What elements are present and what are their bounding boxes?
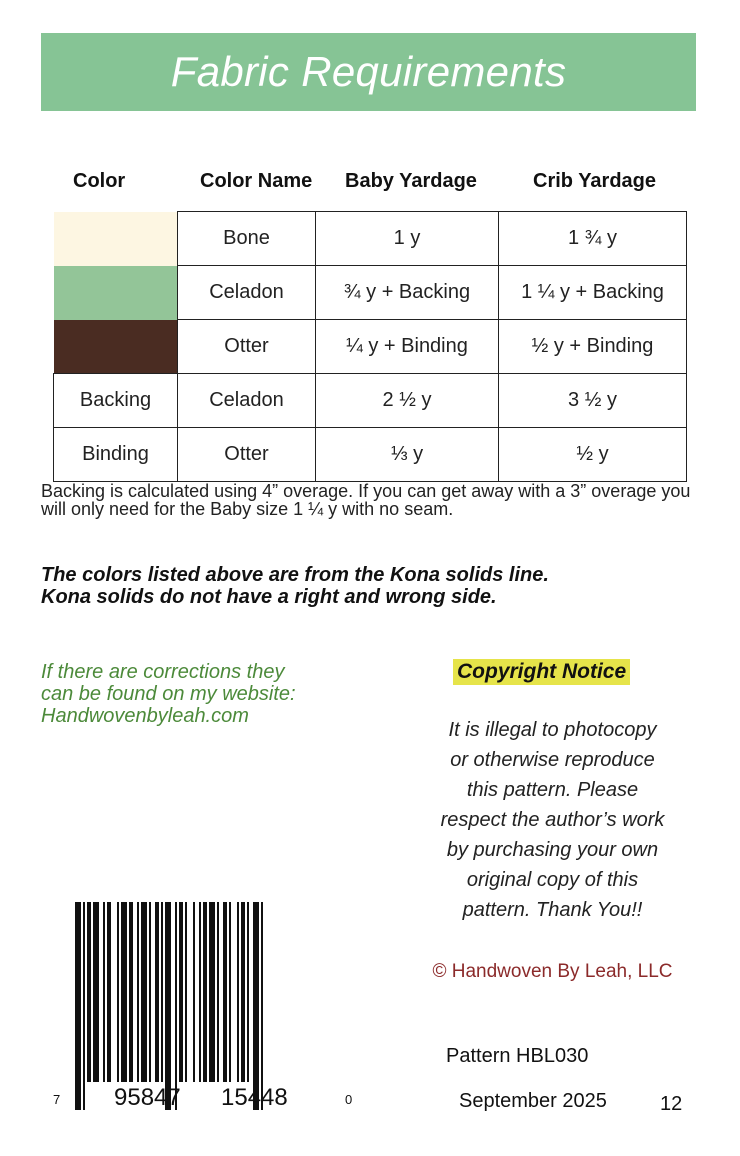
row-label-cell: Backing: [54, 374, 178, 428]
crib-yardage-cell: 3 ½ y: [499, 374, 687, 428]
header-color: Color: [73, 170, 126, 192]
barcode-bar: [103, 902, 105, 1082]
fabric-table: [53, 211, 687, 482]
barcode-bar: [261, 902, 263, 1110]
copyright-line: this pattern. Please: [466, 779, 639, 801]
copyright-line: pattern. Thank You!!: [462, 899, 643, 921]
color-swatch-celadon: [54, 266, 178, 320]
company-name: © Handwoven By Leah, LLC: [432, 961, 673, 982]
barcode-bars: [75, 902, 263, 1110]
header-color-name: Color Name: [200, 170, 313, 192]
color-swatch-bone: [54, 212, 178, 266]
barcode-bar: [141, 902, 147, 1082]
corrections-line: If there are corrections they: [41, 661, 285, 683]
copyright-line: or otherwise reproduce: [450, 749, 655, 771]
barcode-bar: [229, 902, 231, 1082]
barcode-bar: [237, 902, 239, 1082]
barcode-bar: [121, 902, 127, 1082]
baby-yardage-cell: ¼ y + Binding: [316, 320, 499, 374]
table-row: [54, 212, 687, 266]
copyright-line: respect the author’s work: [440, 809, 665, 831]
barcode-bar: [93, 902, 99, 1082]
barcode-bar: [165, 902, 171, 1110]
barcode-bar: [155, 902, 159, 1082]
copyright-title: Copyright Notice: [453, 659, 630, 685]
color-name-cell: Otter: [178, 320, 316, 374]
color-name-cell: Celadon: [178, 374, 316, 428]
barcode-bar: [203, 902, 207, 1082]
crib-yardage-cell: ½ y: [499, 428, 687, 482]
barcode-bar: [199, 902, 201, 1082]
barcode-bar: [179, 902, 183, 1082]
row-label-cell: Binding: [54, 428, 178, 482]
website-text: Handwovenbyleah.com: [41, 705, 249, 727]
header-crib-yardage: Crib Yardage: [533, 170, 657, 192]
title-banner: [41, 33, 696, 111]
barcode-bar: [253, 902, 259, 1110]
barcode-bar: [117, 902, 119, 1082]
barcode-bar: [185, 902, 187, 1082]
barcode-digits-right: 15448: [221, 1084, 288, 1111]
page-title: Fabric Requirements: [170, 48, 567, 95]
barcode: [50, 898, 360, 1118]
corrections-line: can be found on my website:: [41, 683, 296, 705]
table-row: [54, 320, 687, 374]
baby-yardage-cell: ⅓ y: [316, 428, 499, 482]
barcode-bar: [137, 902, 139, 1082]
copyright-line: It is illegal to photocopy: [448, 719, 657, 741]
publication-date: September 2025: [459, 1090, 607, 1112]
crib-yardage-cell: 1 ¾ y: [499, 212, 687, 266]
barcode-bar: [217, 902, 219, 1082]
barcode-bar: [83, 902, 85, 1110]
barcode-digit-last: 0: [345, 1092, 353, 1107]
baby-yardage-cell: 1 y: [316, 212, 499, 266]
barcode-bar: [149, 902, 151, 1082]
barcode-bar: [247, 902, 249, 1082]
color-swatch-otter: [54, 320, 178, 374]
barcode-digit-first: 7: [53, 1092, 61, 1107]
corrections-note: [41, 661, 401, 727]
header-baby-yardage: Baby Yardage: [345, 170, 477, 192]
barcode-bar: [161, 902, 163, 1082]
kona-note: [41, 564, 721, 608]
kona-note-line: Kona solids do not have a right and wrong side.: [41, 586, 497, 608]
crib-yardage-cell: ½ y + Binding: [499, 320, 687, 374]
barcode-bar: [87, 902, 91, 1082]
barcode-digits-left: 95847: [114, 1084, 181, 1111]
table-row: [54, 374, 687, 428]
copyright-line: original copy of this: [466, 869, 639, 891]
barcode-bar: [209, 902, 215, 1082]
table-row: [54, 266, 687, 320]
copyright-body: [405, 715, 700, 925]
barcode-bar: [129, 902, 133, 1082]
table-row: [54, 428, 687, 482]
color-name-cell: Bone: [178, 212, 316, 266]
pattern-code: Pattern HBL030: [446, 1045, 589, 1067]
barcode-bar: [223, 902, 227, 1082]
color-name-cell: Celadon: [178, 266, 316, 320]
copyright-line: by purchasing your own: [446, 839, 659, 861]
baby-yardage-cell: 2 ½ y: [316, 374, 499, 428]
barcode-bar: [175, 902, 177, 1110]
color-name-cell: Otter: [178, 428, 316, 482]
backing-note: Backing is calculated using 4” overage. If you can get away with a 3” overage you will only need for the Baby size 1 ¼ y with no seam.: [41, 481, 691, 519]
crib-yardage-cell: 1 ¼ y + Backing: [499, 266, 687, 320]
baby-yardage-cell: ¾ y + Backing: [316, 266, 499, 320]
barcode-bar: [107, 902, 111, 1082]
barcode-bar: [193, 902, 195, 1082]
barcode-bar: [241, 902, 245, 1082]
page-number: 12: [660, 1093, 683, 1115]
kona-note-line: The colors listed above are from the Kona solids line.: [41, 564, 549, 586]
barcode-bar: [75, 902, 81, 1110]
